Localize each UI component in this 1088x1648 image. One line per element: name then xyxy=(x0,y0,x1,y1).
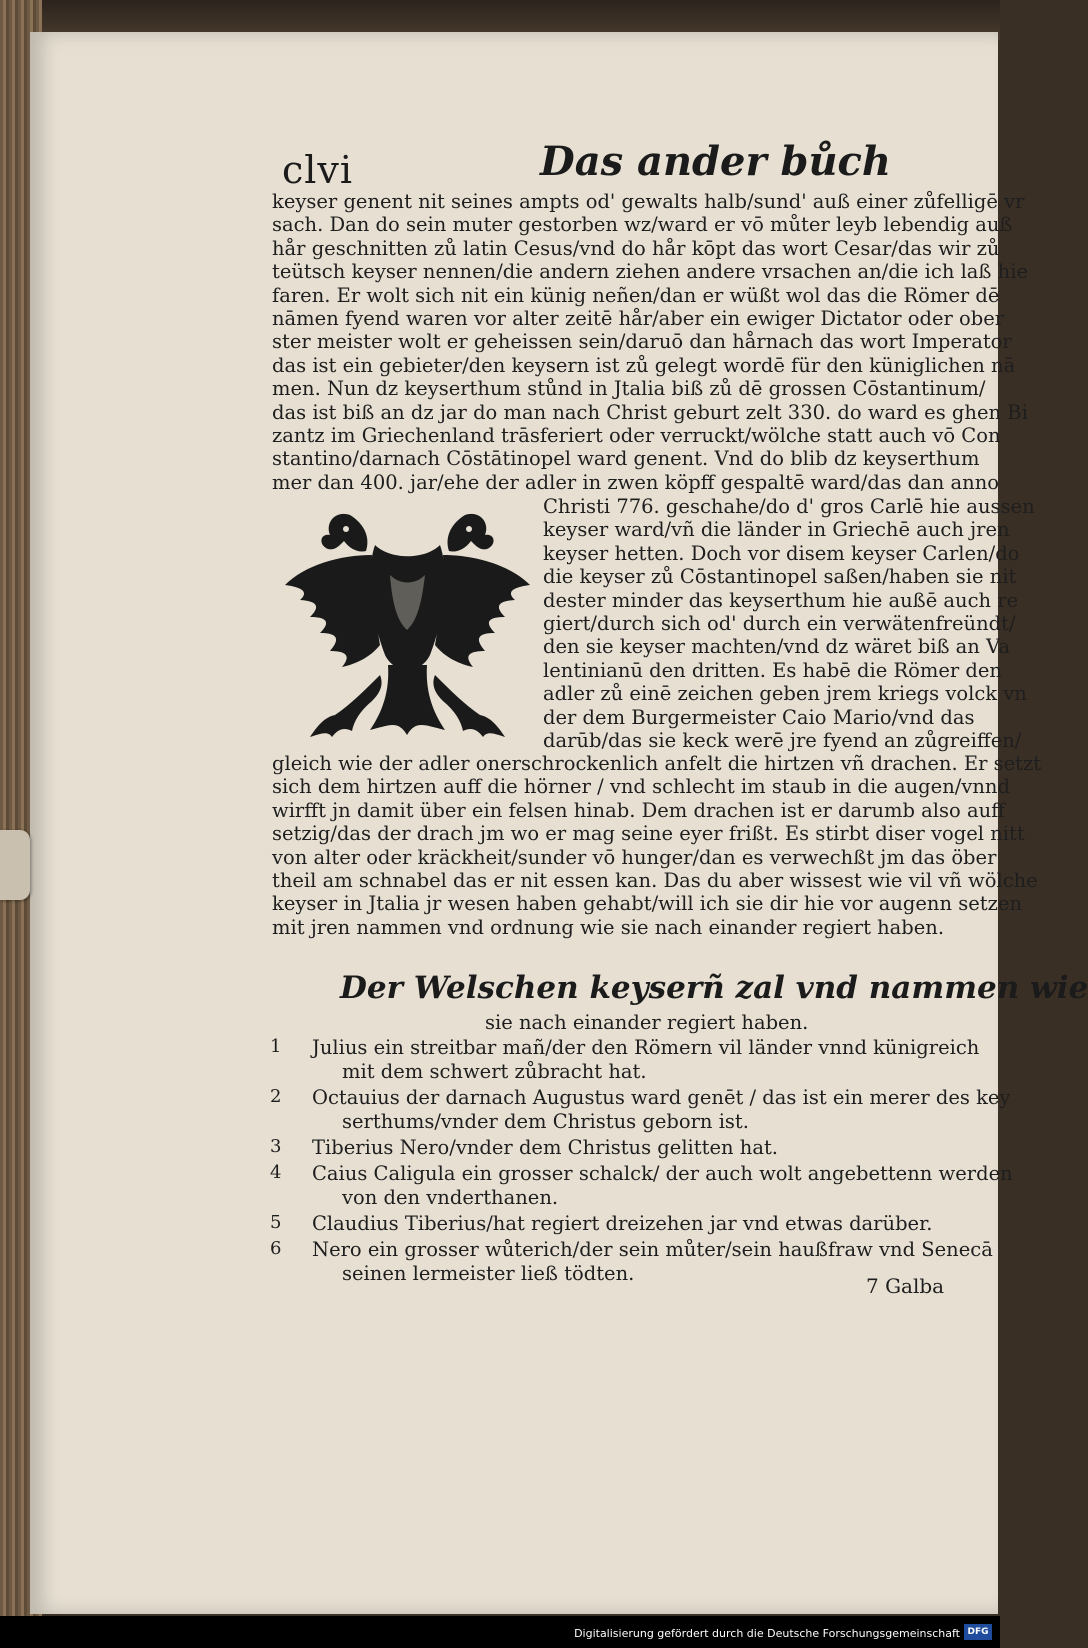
section-title: Der Welschen keyserñ zal vnd nammen wie xyxy=(340,970,1088,1006)
entry-line: Julius ein streitbar mañ/der den Römern vil länder vnnd künigreich xyxy=(312,1036,980,1059)
entry-number: 4 xyxy=(270,1162,282,1183)
text-line: dester minder das keyserthum hie außē auch re xyxy=(543,588,1019,612)
text-line: hår geschnitten zů latin Cesus/vnd do hår kōpt das wort Cesar/das wir zů xyxy=(272,236,1000,260)
text-line: lentinianū den dritten. Es habē die Römer den xyxy=(543,658,1002,682)
entry-line: Nero ein grosser wůterich/der sein můter/sein haußfraw vnd Senecā xyxy=(312,1238,993,1261)
entry-line: Tiberius Nero/vnder dem Christus gelitten hat. xyxy=(312,1136,778,1159)
text-line: adler zů einē zeichen geben jrem kriegs volck vn xyxy=(543,682,1027,706)
text-line: faren. Er wolt sich nit ein künig neñen/dan er wüßt wol das die Römer dē xyxy=(272,283,1000,307)
entry-line: Caius Caligula ein grosser schalck/ der auch wolt angebettenn werden xyxy=(312,1162,1013,1185)
emperor-list xyxy=(270,1036,1013,1288)
catchword: 7 Galba xyxy=(866,1274,945,1298)
text-line: setzig/das der drach jm wo er mag seine eyer frißt. Es stirbt diser vogel nitt xyxy=(272,822,1025,846)
entry-line-continued: serthums/vnder dem Christus geborn ist. xyxy=(342,1110,749,1133)
text-line: ster meister wolt er geheissen sein/daruō dan hårnach das wort Imperator xyxy=(272,330,1012,354)
text-line: Christi 776. geschahe/do d' gros Carlē hie aussen xyxy=(543,495,1035,518)
text-line: mit jren nammen vnd ordnung wie sie nach einander regiert haben. xyxy=(272,915,945,939)
text-line: stantino/darnach Cōstātinopel ward genent. Vnd do blib dz keyserthum xyxy=(272,447,980,471)
entry-number: 1 xyxy=(270,1036,282,1057)
double-headed-eagle-icon xyxy=(280,505,535,765)
emperor-entry xyxy=(270,1036,980,1084)
emperor-entry xyxy=(270,1136,980,1160)
text-line: sach. Dan do sein muter gestorben wz/ward er vō můter leyb lebendig auß xyxy=(272,213,1013,237)
text-line: men. Nun dz keyserthum stůnd in Jtalia biß zů dē grossen Cōstantinum/ xyxy=(272,377,986,401)
folio-number: clvi xyxy=(282,148,354,192)
text-line: keyser genent nit seines ampts od' gewalts halb/sund' auß einer zůfelligē vr xyxy=(272,190,1025,213)
paragraph-bottom xyxy=(272,752,1041,939)
entry-line: Octauius der darnach Augustus ward genēt / das ist ein merer des key xyxy=(312,1086,1011,1109)
entry-number: 3 xyxy=(270,1136,282,1157)
entry-line: Claudius Tiberius/hat regiert dreizehen jar vnd etwas darüber. xyxy=(312,1212,933,1235)
entry-line-continued: seinen lermeister ließ tödten. xyxy=(342,1262,635,1285)
emperor-entry xyxy=(270,1212,980,1236)
text-line: keyser hetten. Doch vor disem keyser Carlen/do xyxy=(543,541,1020,565)
text-line: wirfft jn damit über ein felsen hinab. Dem drachen ist er darumb also auff xyxy=(272,798,1006,822)
paragraph-side xyxy=(543,495,1035,752)
emperor-entry xyxy=(270,1162,1013,1210)
text-line: das ist ein gebieter/den keysern ist zů gelegt wordē für den küniglichen nā xyxy=(272,353,1016,377)
entry-number: 5 xyxy=(270,1212,282,1233)
entry-number: 6 xyxy=(270,1238,282,1259)
running-head: Das ander bůch xyxy=(540,138,891,185)
entry-number: 2 xyxy=(270,1086,282,1107)
text-line: keyser ward/vñ die länder in Griechē auch jren xyxy=(543,518,1010,542)
text-line: der dem Burgermeister Caio Mario/vnd das xyxy=(543,705,975,729)
text-line: theil am schnabel das er nit essen kan. Das du aber wissest wie vil vñ wölche xyxy=(272,868,1038,892)
text-line: giert/durch sich od' durch ein verwätenfreündt/ xyxy=(543,611,1016,635)
entry-line-continued: von den vnderthanen. xyxy=(342,1186,559,1209)
page-clip xyxy=(0,830,30,900)
text-line: nāmen fyend waren vor alter zeitē hår/aber ein ewiger Dictator oder ober xyxy=(272,306,1005,330)
text-line: zantz im Griechenland trāsferiert oder verruckt/wölche statt auch vō Con xyxy=(272,423,1001,447)
text-line: darūb/das sie keck werē jre fyend an zůgreiffen/ xyxy=(543,728,1022,752)
text-line: das ist biß an dz jar do man nach Christ geburt zelt 330. do ward es ghen Bi xyxy=(272,400,1028,424)
text-line: die keyser zů Cōstantinopel saßen/haben sie nit xyxy=(543,565,1017,589)
section-subtitle: sie nach einander regiert haben. xyxy=(485,1011,809,1034)
text-line: mer dan 400. jar/ehe der adler in zwen köpff gespaltē ward/das dan anno xyxy=(272,470,1000,494)
text-line: von alter oder kräckheit/sunder vō hunger/dan es verwechßt jm das öber xyxy=(272,845,997,869)
text-line: sich dem hirtzen auff die hörner / vnd schlecht im staub in die augen/vnnd xyxy=(272,775,1010,799)
paragraph-top xyxy=(272,190,1028,494)
text-line: den sie keyser machten/vnd dz wäret biß an Va xyxy=(543,635,1010,659)
text-line: teütsch keyser nennen/die andern ziehen andere vrsachen an/die ich laß hie xyxy=(272,260,1028,284)
emperor-entry xyxy=(270,1086,1011,1134)
dfg-logo: DFG xyxy=(964,1624,992,1640)
text-line: gleich wie der adler onerschrockenlich anfelt die hirtzen vñ drachen. Er setzt xyxy=(272,752,1042,775)
text-line: keyser in Jtalia jr wesen haben gehabt/will ich sie dir hie vor augenn setzen xyxy=(272,892,1022,916)
footer-credit: Digitalisierung gefördert durch die Deutsche Forschungsgemeinschaft xyxy=(574,1627,960,1640)
entry-line-continued: mit dem schwert zůbracht hat. xyxy=(342,1060,647,1083)
